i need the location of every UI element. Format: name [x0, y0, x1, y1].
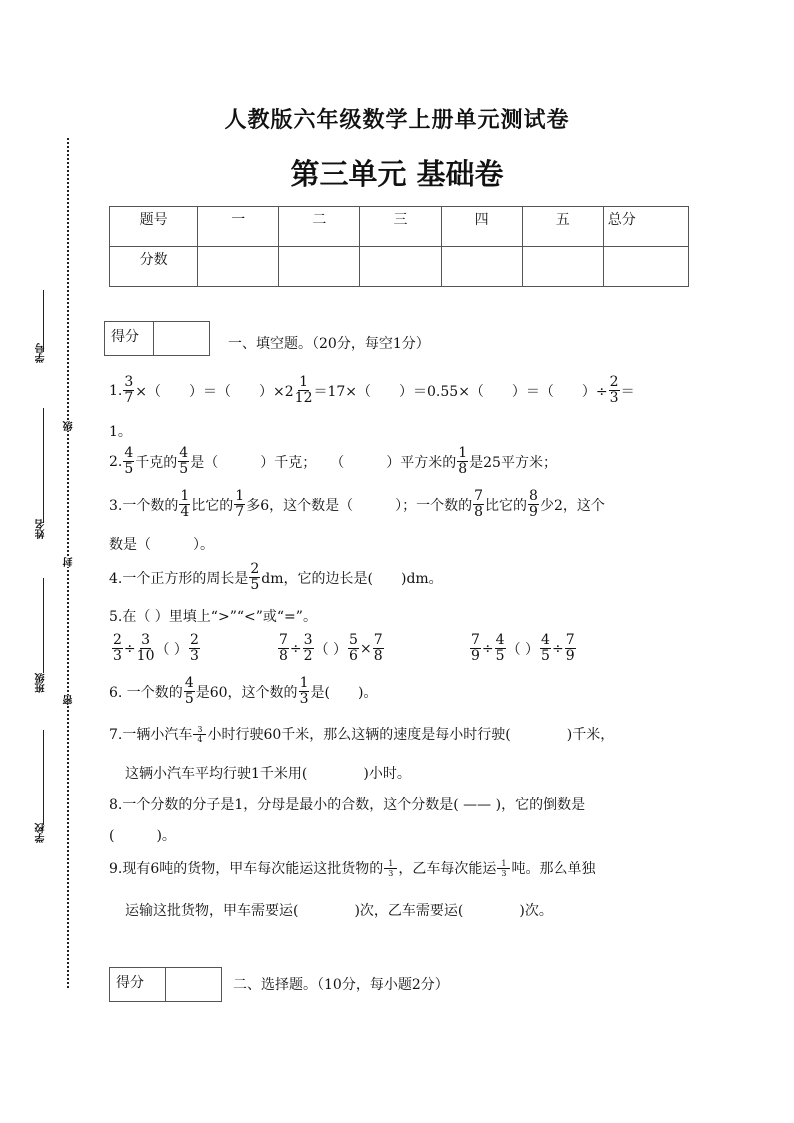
denominator: 5 — [124, 461, 134, 477]
q7-text: 小时行驶60千米，那么这辆的速度是每小时行驶( )千米， — [207, 727, 615, 743]
fraction — [299, 676, 310, 707]
denominator: 12 — [294, 390, 313, 406]
score-input-cell[interactable] — [441, 247, 522, 287]
q3-text: 比它的 — [191, 497, 234, 514]
numerator: 2 — [609, 374, 619, 390]
school-line — [43, 730, 44, 825]
fraction — [295, 375, 313, 406]
numerator: 1 — [299, 374, 309, 390]
section2-score-input[interactable] — [166, 968, 221, 1001]
denominator: 9 — [529, 504, 538, 520]
denominator: 10 — [136, 648, 155, 664]
denominator: 4 — [180, 504, 190, 520]
numerator: 2 — [189, 632, 199, 648]
numerator: 4 — [179, 445, 189, 461]
question-8: 8.一个分数的分子是1，分母是最小的合数，这个分数是( —— )，它的倒数是 — [109, 797, 586, 813]
fraction — [123, 446, 134, 477]
score-table-cell: 分数 — [110, 247, 198, 287]
numerator: 1 — [180, 488, 190, 504]
q3-prefix: 3.一个数的 — [109, 497, 179, 514]
fraction — [495, 633, 506, 664]
denominator: 3 — [189, 648, 199, 664]
numerator: 2 — [250, 561, 260, 577]
denominator: 3 — [299, 691, 309, 707]
q6-text: 是60，这个数的 — [195, 684, 298, 701]
numerator: 4 — [124, 445, 134, 461]
q2-prefix: 2. — [109, 453, 123, 470]
section2-score-box — [109, 967, 222, 1002]
numerator: 1 — [235, 488, 245, 504]
question-5-item-2 — [277, 633, 385, 664]
numerator: 1 — [458, 445, 468, 461]
score-table-score-row — [110, 247, 689, 287]
fraction — [189, 633, 200, 664]
numerator: 3 — [193, 725, 206, 735]
fraction — [249, 562, 260, 593]
denominator: 3 — [501, 868, 507, 878]
operator: ÷ — [481, 640, 494, 657]
question-3 — [109, 489, 605, 520]
q2-text: 是25平方米； — [469, 454, 557, 471]
fraction — [384, 859, 397, 878]
question-2 — [109, 446, 557, 477]
section1-score-box — [104, 321, 210, 356]
score-input-cell[interactable] — [279, 247, 360, 287]
denominator: 6 — [349, 648, 358, 664]
score-table-cell: 总分 — [603, 207, 688, 247]
question-8-line2: ( )。 — [109, 828, 176, 844]
q2-text: 是（ ）千克； （ ）平方米的 — [190, 454, 457, 471]
seal-mark-ji: 级 — [64, 421, 75, 431]
operator: ÷ — [551, 640, 564, 657]
fraction — [278, 633, 289, 664]
fraction — [528, 489, 539, 520]
numerator: 2 — [113, 632, 122, 648]
question-7-line2: 这辆小汽车平均行驶1千米用( )小时。 — [125, 766, 411, 782]
name-line — [43, 408, 44, 523]
score-table-cell: 一 — [198, 207, 279, 247]
q1-text: ×（ ）＝（ ）×2 — [135, 383, 294, 400]
q7-prefix: 7.一辆小汽车 — [109, 727, 193, 743]
score-input-cell[interactable] — [360, 247, 441, 287]
numerator: 4 — [541, 632, 550, 648]
numerator: 1 — [299, 675, 309, 691]
denominator: 5 — [541, 648, 550, 664]
fraction — [193, 725, 206, 744]
question-5: 5.在（ ）里填上“>”“<”或“=”。 — [109, 609, 317, 625]
denominator: 5 — [495, 648, 505, 664]
answer-blank[interactable]: （ ） — [314, 641, 348, 658]
denominator: 8 — [474, 504, 484, 520]
question-9-line2: 运输这批货物，甲车需要运( )次，乙车需要运( )次。 — [125, 903, 553, 919]
fraction — [540, 633, 551, 664]
score-input-cell[interactable] — [603, 247, 688, 287]
section1-score-input[interactable] — [154, 322, 209, 355]
denominator: 2 — [303, 648, 313, 664]
class-line — [43, 578, 44, 673]
q1-prefix: 1. — [109, 382, 123, 399]
q9-text: 吨。那么单独 — [511, 861, 596, 877]
q3-text: 比它的 — [485, 497, 528, 514]
question-7 — [109, 724, 614, 744]
question-5-item-3 — [469, 633, 577, 664]
denominator: 3 — [388, 868, 394, 878]
operator: × — [359, 640, 372, 657]
answer-blank[interactable]: （ ） — [506, 641, 540, 658]
score-table — [109, 206, 689, 287]
q1-text: ＝ — [620, 383, 635, 400]
q9-text: ，乙车每次能运 — [398, 861, 497, 877]
student-id-label: 学号 — [36, 343, 47, 363]
answer-blank[interactable]: （ ） — [155, 641, 188, 658]
denominator: 9 — [565, 648, 575, 664]
q6-prefix: 6. 一个数的 — [109, 684, 183, 701]
q1-text: ＝17×（ ）＝0.55×（ ）＝（ ）÷ — [313, 383, 608, 400]
denominator: 5 — [179, 461, 189, 477]
numerator: 7 — [565, 632, 575, 648]
numerator: 1 — [384, 859, 397, 869]
fraction — [178, 446, 189, 477]
q6-text: 是( )。 — [310, 684, 378, 701]
school-label: 学校 — [36, 823, 47, 843]
denominator: 4 — [197, 734, 203, 744]
denominator: 8 — [458, 461, 468, 477]
score-table-cell: 五 — [522, 207, 603, 247]
numerator: 4 — [495, 632, 505, 648]
fraction — [179, 489, 190, 520]
numerator: 3 — [141, 632, 151, 648]
numerator: 1 — [497, 859, 510, 869]
question-9 — [109, 858, 595, 878]
denominator: 7 — [124, 390, 134, 406]
fraction — [234, 489, 245, 520]
denominator: 3 — [113, 648, 122, 664]
section2-title: 二、选择题。（10分，每小题2分） — [233, 977, 449, 993]
q9-prefix: 9.现有6吨的货物，甲车每次能运这批货物的 — [109, 861, 384, 877]
denominator: 5 — [250, 577, 260, 593]
fraction — [565, 633, 576, 664]
q2-text: 千克的 — [135, 454, 178, 471]
fraction — [123, 375, 134, 406]
numerator: 3 — [124, 374, 134, 390]
numerator: 3 — [303, 632, 313, 648]
section2-score-label: 得分 — [110, 968, 166, 1001]
fraction — [112, 633, 123, 664]
score-table-header-row — [110, 207, 689, 247]
document-subtitle: 第三单元 基础卷 — [290, 157, 504, 191]
score-table-cell: 题号 — [110, 207, 198, 247]
denominator: 8 — [373, 648, 383, 664]
question-4 — [109, 562, 443, 593]
score-table-cell: 四 — [441, 207, 522, 247]
q4-text: dm，它的边长是( )dm。 — [261, 570, 443, 587]
operator: ÷ — [289, 640, 302, 657]
numerator: 7 — [279, 632, 288, 648]
numerator: 5 — [349, 632, 358, 648]
numerator: 7 — [474, 488, 484, 504]
class-label: 班级 — [36, 673, 47, 693]
score-table-cell: 二 — [279, 207, 360, 247]
denominator: 5 — [184, 691, 194, 707]
fraction — [348, 633, 359, 664]
numerator: 4 — [184, 675, 194, 691]
denominator: 8 — [279, 648, 288, 664]
seal-mark-mi: 密 — [64, 695, 75, 705]
numerator: 7 — [471, 632, 480, 648]
denominator: 9 — [471, 648, 480, 664]
numerator: 8 — [529, 488, 538, 504]
fraction — [609, 375, 620, 406]
seal-mark-feng: 封 — [64, 557, 75, 567]
fraction — [457, 446, 468, 477]
question-1 — [109, 375, 635, 406]
question-1-line2: 1。 — [109, 424, 132, 440]
section1-score-label: 得分 — [105, 322, 154, 355]
fraction — [184, 676, 195, 707]
fraction — [470, 633, 481, 664]
name-label: 姓名 — [36, 519, 47, 539]
numerator: 7 — [373, 632, 383, 648]
document-title: 人教版六年级数学上册单元测试卷 — [224, 107, 570, 133]
fraction — [303, 633, 314, 664]
denominator: 7 — [235, 504, 245, 520]
denominator: 3 — [609, 390, 619, 406]
operator: ÷ — [123, 640, 136, 657]
fraction — [137, 633, 155, 664]
section1-title: 一、填空题。（20分，每空1分） — [228, 336, 430, 352]
score-table-cell: 三 — [360, 207, 441, 247]
question-6 — [109, 676, 377, 707]
score-input-cell[interactable] — [198, 247, 279, 287]
question-3-line2: 数是（ ）。 — [109, 537, 214, 553]
q4-prefix: 4.一个正方形的周长是 — [109, 570, 249, 587]
fraction — [473, 489, 484, 520]
fraction — [373, 633, 384, 664]
question-5-item-1 — [111, 633, 201, 664]
q3-text: 少2，这个 — [539, 497, 605, 514]
q3-text: 多6，这个数是（ ）；一个数的 — [246, 497, 473, 514]
fraction — [497, 859, 510, 878]
score-input-cell[interactable] — [522, 247, 603, 287]
